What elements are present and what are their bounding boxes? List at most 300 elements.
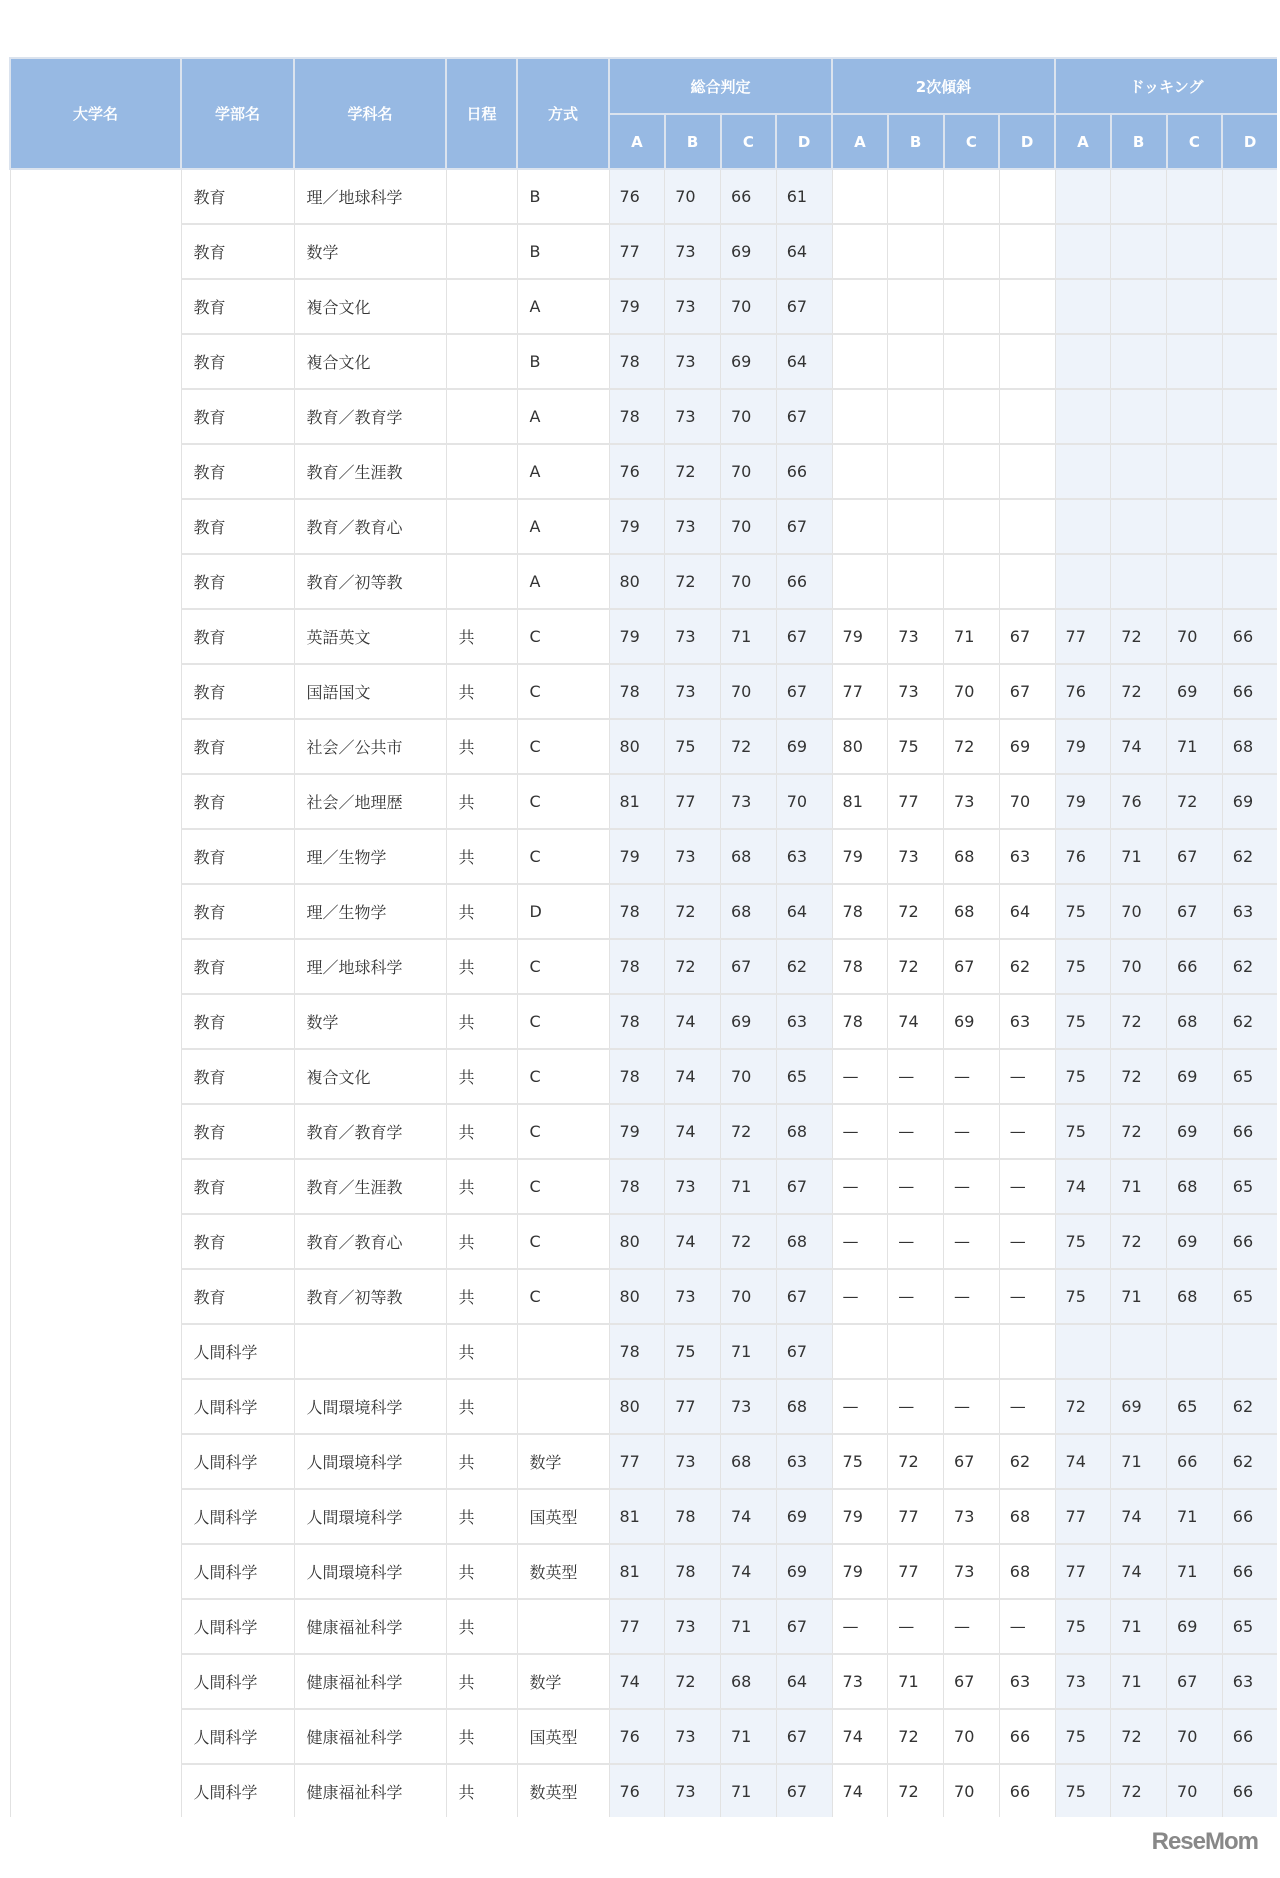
score-cell: 81 <box>609 1544 665 1599</box>
subcol-header: A <box>609 114 665 169</box>
score-cell: 68 <box>721 884 777 939</box>
score-cell: 69 <box>1167 1049 1223 1104</box>
method-cell: 数学 <box>517 1434 609 1489</box>
score-cell: 73 <box>665 829 721 884</box>
score-cell: 75 <box>1055 884 1111 939</box>
score-cell: 68 <box>999 1489 1055 1544</box>
score-cell: 80 <box>609 1214 665 1269</box>
score-cell <box>888 279 944 334</box>
score-cell: — <box>888 1159 944 1214</box>
score-cell: 78 <box>665 1544 721 1599</box>
subcol-header: C <box>721 114 777 169</box>
score-cell: 71 <box>721 1709 777 1764</box>
score-cell: 78 <box>609 389 665 444</box>
score-cell: 72 <box>665 884 721 939</box>
score-cell: 79 <box>832 609 888 664</box>
score-cell: 62 <box>1222 1379 1277 1434</box>
score-cell <box>1167 279 1223 334</box>
faculty-cell: 教育 <box>181 389 294 444</box>
score-cell: 63 <box>999 994 1055 1049</box>
score-cell: 73 <box>665 1269 721 1324</box>
schedule-header: 日程 <box>446 58 517 169</box>
score-cell: 72 <box>721 1214 777 1269</box>
faculty-cell: 教育 <box>181 664 294 719</box>
faculty-cell: 教育 <box>181 169 294 224</box>
score-cell: 79 <box>609 829 665 884</box>
score-cell: 70 <box>721 279 777 334</box>
score-cell <box>1167 169 1223 224</box>
score-cell: 62 <box>999 1434 1055 1489</box>
schedule-cell: 共 <box>446 1654 517 1709</box>
score-cell: 80 <box>609 1379 665 1434</box>
score-cell: 79 <box>832 829 888 884</box>
score-cell: 79 <box>609 499 665 554</box>
score-cell: 72 <box>721 719 777 774</box>
score-cell: 77 <box>888 1544 944 1599</box>
schedule-cell: 共 <box>446 1049 517 1104</box>
subcol-header: B <box>888 114 944 169</box>
score-cell: — <box>999 1214 1055 1269</box>
score-cell: — <box>888 1049 944 1104</box>
score-cell: 73 <box>665 334 721 389</box>
score-cell <box>888 224 944 279</box>
score-cell <box>888 334 944 389</box>
score-cell: — <box>999 1379 1055 1434</box>
score-cell: 72 <box>1111 1214 1167 1269</box>
score-cell <box>944 224 1000 279</box>
score-cell <box>1055 334 1111 389</box>
faculty-cell: 教育 <box>181 554 294 609</box>
score-cell: 73 <box>665 1159 721 1214</box>
score-cell: 66 <box>1222 1764 1277 1817</box>
score-cell <box>999 279 1055 334</box>
score-cell <box>1111 554 1167 609</box>
score-cell: 69 <box>1167 1599 1223 1654</box>
score-cell: 71 <box>1111 1269 1167 1324</box>
faculty-cell: 人間科学 <box>181 1764 294 1817</box>
score-cell <box>832 389 888 444</box>
score-cell <box>1111 169 1167 224</box>
score-cell: 69 <box>1167 664 1223 719</box>
score-cell: 79 <box>1055 774 1111 829</box>
score-cell: 66 <box>721 169 777 224</box>
table-row <box>10 829 1277 884</box>
score-cell: 70 <box>1111 939 1167 994</box>
score-cell: 77 <box>609 1599 665 1654</box>
score-cell: 72 <box>1111 664 1167 719</box>
table-row <box>10 1269 1277 1324</box>
faculty-cell: 教育 <box>181 884 294 939</box>
faculty-header: 学部名 <box>181 58 294 169</box>
score-cell: 75 <box>832 1434 888 1489</box>
score-cell <box>1222 444 1277 499</box>
score-cell: 62 <box>1222 1434 1277 1489</box>
score-cell: 70 <box>944 1709 1000 1764</box>
score-cell: 69 <box>776 1489 832 1544</box>
score-cell: 67 <box>1167 1654 1223 1709</box>
score-cell: 79 <box>609 609 665 664</box>
score-cell: 77 <box>609 1434 665 1489</box>
score-cell: 63 <box>999 1654 1055 1709</box>
score-cell: 66 <box>1222 1104 1277 1159</box>
table-row <box>10 554 1277 609</box>
table-row <box>10 1489 1277 1544</box>
score-cell <box>1222 169 1277 224</box>
score-cell: 80 <box>609 719 665 774</box>
score-cell: 75 <box>1055 994 1111 1049</box>
method-cell: A <box>517 499 609 554</box>
faculty-cell: 人間科学 <box>181 1544 294 1599</box>
score-cell: 71 <box>1167 1544 1223 1599</box>
department-cell: 国語国文 <box>294 664 446 719</box>
score-cell: 76 <box>1111 774 1167 829</box>
score-cell: 80 <box>609 554 665 609</box>
table-row <box>10 1709 1277 1764</box>
schedule-cell <box>446 169 517 224</box>
score-cell: 78 <box>832 939 888 994</box>
score-cell: — <box>888 1214 944 1269</box>
score-cell: 70 <box>721 389 777 444</box>
table-row <box>10 1049 1277 1104</box>
department-cell: 教育／初等教 <box>294 1269 446 1324</box>
score-cell: 62 <box>1222 829 1277 884</box>
score-cell: 73 <box>888 829 944 884</box>
score-cell: 65 <box>1222 1159 1277 1214</box>
group-header: ドッキング <box>1055 58 1277 114</box>
score-cell: — <box>999 1049 1055 1104</box>
schedule-cell: 共 <box>446 1104 517 1159</box>
score-cell <box>999 224 1055 279</box>
score-cell <box>832 554 888 609</box>
department-cell: 健康福祉科学 <box>294 1599 446 1654</box>
score-cell: 71 <box>721 1324 777 1379</box>
score-cell: 70 <box>721 444 777 499</box>
score-cell <box>1222 499 1277 554</box>
score-cell: 66 <box>1222 609 1277 664</box>
score-cell: 72 <box>1055 1379 1111 1434</box>
score-cell: 77 <box>832 664 888 719</box>
department-cell: 人間環境科学 <box>294 1489 446 1544</box>
score-cell: 69 <box>1111 1379 1167 1434</box>
score-cell: 73 <box>944 774 1000 829</box>
score-cell: 67 <box>1167 884 1223 939</box>
score-cell <box>1055 389 1111 444</box>
score-cell: 70 <box>721 554 777 609</box>
method-cell: 国英型 <box>517 1489 609 1544</box>
score-cell: 69 <box>944 994 1000 1049</box>
faculty-cell: 教育 <box>181 1104 294 1159</box>
score-cell: 65 <box>1222 1269 1277 1324</box>
score-cell: 69 <box>721 994 777 1049</box>
department-cell: 人間環境科学 <box>294 1379 446 1434</box>
score-cell <box>832 1324 888 1379</box>
score-cell <box>944 169 1000 224</box>
method-cell: B <box>517 169 609 224</box>
score-cell: 69 <box>776 1544 832 1599</box>
table-row <box>10 1379 1277 1434</box>
department-cell: 人間環境科学 <box>294 1544 446 1599</box>
score-cell: 63 <box>776 1434 832 1489</box>
schedule-cell: 共 <box>446 1764 517 1817</box>
schedule-cell: 共 <box>446 829 517 884</box>
score-cell: 63 <box>1222 884 1277 939</box>
score-cell: 77 <box>665 774 721 829</box>
score-cell <box>1055 279 1111 334</box>
score-cell: 74 <box>609 1654 665 1709</box>
department-cell: 教育／教育心 <box>294 1214 446 1269</box>
score-cell: 72 <box>665 554 721 609</box>
department-cell: 理／地球科学 <box>294 169 446 224</box>
score-cell: 73 <box>721 1379 777 1434</box>
score-cell: 70 <box>776 774 832 829</box>
faculty-cell: 人間科学 <box>181 1379 294 1434</box>
score-cell: 66 <box>999 1764 1055 1817</box>
score-cell <box>888 389 944 444</box>
faculty-cell: 教育 <box>181 279 294 334</box>
score-cell: 70 <box>721 499 777 554</box>
schedule-cell: 共 <box>446 609 517 664</box>
score-cell: 72 <box>1111 1764 1167 1817</box>
department-cell: 人間環境科学 <box>294 1434 446 1489</box>
score-cell <box>888 444 944 499</box>
score-cell: 64 <box>776 1654 832 1709</box>
score-cell: 66 <box>1222 1214 1277 1269</box>
score-cell: 81 <box>832 774 888 829</box>
score-cell: — <box>832 1104 888 1159</box>
score-cell: 70 <box>721 1269 777 1324</box>
faculty-cell: 教育 <box>181 499 294 554</box>
score-cell <box>832 279 888 334</box>
schedule-cell: 共 <box>446 1489 517 1544</box>
score-cell: 73 <box>665 609 721 664</box>
score-cell: 62 <box>1222 939 1277 994</box>
score-cell: — <box>944 1379 1000 1434</box>
score-cell: — <box>944 1104 1000 1159</box>
department-cell: 複合文化 <box>294 334 446 389</box>
score-cell: 71 <box>721 1764 777 1817</box>
department-cell: 教育／教育学 <box>294 389 446 444</box>
score-cell <box>1167 554 1223 609</box>
score-cell: 75 <box>1055 1104 1111 1159</box>
score-cell: — <box>832 1159 888 1214</box>
subcol-header: A <box>832 114 888 169</box>
score-cell: 75 <box>1055 1269 1111 1324</box>
score-cell: 70 <box>1167 1764 1223 1817</box>
score-cell <box>1222 1324 1277 1379</box>
score-cell: 74 <box>1055 1434 1111 1489</box>
department-cell: 教育／初等教 <box>294 554 446 609</box>
score-cell: 70 <box>1111 884 1167 939</box>
score-cell: 71 <box>1111 829 1167 884</box>
faculty-cell: 教育 <box>181 1214 294 1269</box>
score-cell: 75 <box>665 1324 721 1379</box>
score-cell: 71 <box>1111 1434 1167 1489</box>
schedule-cell <box>446 499 517 554</box>
schedule-cell: 共 <box>446 1269 517 1324</box>
subcol-header: A <box>1055 114 1111 169</box>
schedule-cell: 共 <box>446 1434 517 1489</box>
table-row <box>10 169 1277 224</box>
score-cell: 71 <box>1167 1489 1223 1544</box>
faculty-cell: 教育 <box>181 224 294 279</box>
score-cell: 72 <box>665 444 721 499</box>
department-cell: 数学 <box>294 994 446 1049</box>
score-cell: 66 <box>776 444 832 499</box>
method-cell: C <box>517 1104 609 1159</box>
score-cell: 69 <box>776 719 832 774</box>
score-cell: 77 <box>888 774 944 829</box>
score-cell: 73 <box>665 1709 721 1764</box>
method-cell: C <box>517 664 609 719</box>
score-cell <box>1055 499 1111 554</box>
score-cell <box>1111 334 1167 389</box>
score-cell: 67 <box>776 1599 832 1654</box>
score-cell: 75 <box>665 719 721 774</box>
score-cell: 72 <box>888 884 944 939</box>
department-cell: 教育／教育心 <box>294 499 446 554</box>
schedule-cell: 共 <box>446 1709 517 1764</box>
score-cell: 66 <box>999 1709 1055 1764</box>
score-cell: 74 <box>665 1049 721 1104</box>
score-cell: 77 <box>1055 1489 1111 1544</box>
score-cell: 74 <box>1111 1489 1167 1544</box>
score-cell: — <box>999 1269 1055 1324</box>
score-cell: 72 <box>888 1709 944 1764</box>
score-cell: 73 <box>665 1434 721 1489</box>
score-cell: 72 <box>1111 1709 1167 1764</box>
score-cell: 73 <box>665 664 721 719</box>
department-cell: 数学 <box>294 224 446 279</box>
score-cell: 68 <box>721 829 777 884</box>
score-cell: — <box>999 1599 1055 1654</box>
faculty-cell: 人間科学 <box>181 1709 294 1764</box>
faculty-cell: 教育 <box>181 994 294 1049</box>
method-cell: 数英型 <box>517 1764 609 1817</box>
score-cell: 66 <box>1222 1489 1277 1544</box>
faculty-cell: 教育 <box>181 444 294 499</box>
method-cell <box>517 1379 609 1434</box>
score-cell <box>1167 444 1223 499</box>
score-cell: 66 <box>1222 664 1277 719</box>
score-cell: 75 <box>1055 1709 1111 1764</box>
faculty-cell: 人間科学 <box>181 1489 294 1544</box>
score-cell <box>1111 444 1167 499</box>
score-cell: 72 <box>888 939 944 994</box>
score-cell: 74 <box>665 994 721 1049</box>
score-cell: 76 <box>609 169 665 224</box>
score-cell: 67 <box>776 1269 832 1324</box>
resemom-logo: ReseMom <box>1151 1828 1258 1855</box>
score-cell <box>944 499 1000 554</box>
score-cell: 67 <box>721 939 777 994</box>
score-cell: — <box>888 1269 944 1324</box>
score-cell: 72 <box>944 719 1000 774</box>
schedule-cell <box>446 554 517 609</box>
score-cell: 67 <box>999 609 1055 664</box>
score-cell: 70 <box>1167 1709 1223 1764</box>
score-cell: 75 <box>1055 1599 1111 1654</box>
method-cell: C <box>517 939 609 994</box>
score-cell: 78 <box>832 994 888 1049</box>
score-cell <box>1111 389 1167 444</box>
group-header: 2次傾斜 <box>832 58 1055 114</box>
score-cell: 72 <box>1111 994 1167 1049</box>
score-cell <box>832 444 888 499</box>
schedule-cell: 共 <box>446 1544 517 1599</box>
method-cell: C <box>517 829 609 884</box>
score-cell: — <box>944 1049 1000 1104</box>
score-cell: 74 <box>721 1544 777 1599</box>
score-cell: 76 <box>1055 664 1111 719</box>
score-cell: 72 <box>1111 609 1167 664</box>
score-cell: 64 <box>776 884 832 939</box>
method-header: 方式 <box>517 58 609 169</box>
score-cell: — <box>832 1214 888 1269</box>
faculty-cell: 教育 <box>181 939 294 994</box>
score-cell <box>944 389 1000 444</box>
score-cell: 78 <box>609 1049 665 1104</box>
score-cell: 73 <box>665 1764 721 1817</box>
score-cell: 67 <box>1167 829 1223 884</box>
score-cell: — <box>832 1379 888 1434</box>
score-cell: 67 <box>999 664 1055 719</box>
subcol-header: D <box>776 114 832 169</box>
score-cell <box>1222 279 1277 334</box>
schedule-cell <box>446 224 517 279</box>
table-row <box>10 1434 1277 1489</box>
score-cell: 71 <box>721 1599 777 1654</box>
score-cell: 68 <box>944 829 1000 884</box>
score-cell: 75 <box>1055 1764 1111 1817</box>
department-cell: 教育／生涯教 <box>294 444 446 499</box>
score-cell: 67 <box>776 1764 832 1817</box>
score-cell: 70 <box>721 664 777 719</box>
score-cell: 71 <box>944 609 1000 664</box>
schedule-cell: 共 <box>446 664 517 719</box>
table-row <box>10 1654 1277 1709</box>
schedule-cell: 共 <box>446 1379 517 1434</box>
score-cell <box>832 224 888 279</box>
method-cell: 数学 <box>517 1654 609 1709</box>
department-cell: 教育／生涯教 <box>294 1159 446 1214</box>
score-cell <box>832 334 888 389</box>
score-cell: 63 <box>1222 1654 1277 1709</box>
department-cell: 複合文化 <box>294 279 446 334</box>
score-cell: 71 <box>1111 1654 1167 1709</box>
score-cell: 73 <box>944 1489 1000 1544</box>
table-row <box>10 1104 1277 1159</box>
subcol-header: B <box>665 114 721 169</box>
score-cell <box>888 1324 944 1379</box>
table-row <box>10 609 1277 664</box>
results-table-container <box>9 57 1277 1817</box>
score-cell: 74 <box>1111 1544 1167 1599</box>
department-cell: 英語英文 <box>294 609 446 664</box>
method-cell: C <box>517 774 609 829</box>
university-cell <box>10 169 181 1817</box>
score-cell: 77 <box>888 1489 944 1544</box>
score-cell: 62 <box>999 939 1055 994</box>
department-cell: 複合文化 <box>294 1049 446 1104</box>
score-cell: 66 <box>1222 1709 1277 1764</box>
score-cell: — <box>944 1269 1000 1324</box>
results-table <box>9 57 1277 1817</box>
table-row <box>10 664 1277 719</box>
faculty-cell: 教育 <box>181 719 294 774</box>
score-cell <box>944 444 1000 499</box>
score-cell: 71 <box>1111 1599 1167 1654</box>
score-cell: 78 <box>832 884 888 939</box>
